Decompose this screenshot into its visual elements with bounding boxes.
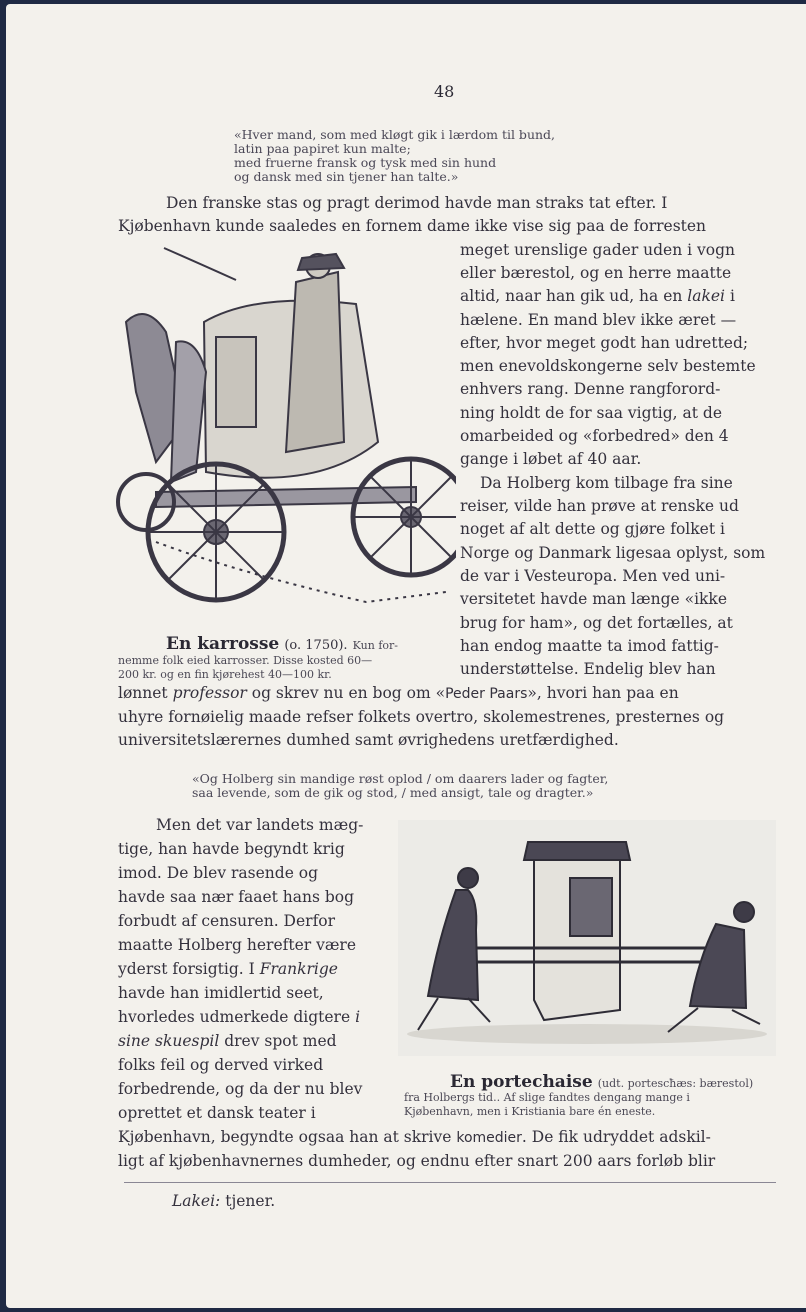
text-line: forbudt af censuren. Derfor: [118, 912, 336, 930]
text-line: enhvers rang. Denne rangforord-: [460, 380, 721, 398]
text-line: Kjøbenhavn kunde saaledes en fornem dame ikke vise sig paa de forresten: [118, 217, 707, 235]
verse-line: latin paa papiret kun malte;: [234, 141, 411, 156]
text-line: de var i Vesteuropa. Men ved uni-: [460, 567, 726, 585]
text-line: maatte Holberg herefter være: [118, 936, 357, 954]
text-line: Den franske stas og pragt derimod havde man straks tat efter. I: [166, 194, 668, 212]
text-line: Kjøbenhavn, begyndte ogsaa han at skrive komedier. De fik udryddet adskil-: [118, 1128, 711, 1146]
caption-carriage: En karrosse (o. 1750). Kun for-: [166, 634, 398, 654]
text-line: ning holdt de for saa vigtig, at de: [460, 404, 723, 422]
text-line: ligt af kjøbenhavnernes dumheder, og endnu efter snart 200 aars forløb blir: [118, 1152, 716, 1170]
caption-line: fra Holbergs tid.. Af slige fandtes dengang mange i: [404, 1091, 690, 1104]
verse-line: og dansk med sin tjener han talte.»: [234, 169, 459, 184]
text-line: lønnet professor og skrev nu en bog om «Peder Paars», hvori han paa en: [118, 684, 679, 702]
text-line: imod. De blev rasende og: [118, 864, 319, 882]
text-line: omarbeided og «forbedred» den 4: [460, 427, 729, 445]
text-line: yderst forsigtig. I Frankrige: [118, 960, 338, 978]
text-line: universitetslærernes dumhed samt øvrighedens uretfærdighed.: [118, 731, 619, 749]
text-line: meget urenslige gader uden i vogn: [460, 241, 736, 259]
text-line: han endog maatte ta imod fattig-: [460, 637, 719, 655]
text-line: hvorledes udmerkede digtere i: [118, 1008, 361, 1026]
text-line: gange i løbet af 40 aar.: [460, 450, 642, 468]
text-line: altid, naar han gik ud, ha en lakei i: [460, 287, 735, 305]
text-line: forbedrende, og da der nu blev: [118, 1080, 363, 1098]
verse-line: med fruerne fransk og tysk med sin hund: [234, 155, 497, 170]
text-line: Da Holberg kom tilbage fra sine: [480, 474, 733, 492]
text-line: tige, han havde begyndt krig: [118, 840, 345, 858]
text-line: sine skuespil drev spot med: [118, 1032, 337, 1050]
carriage-illustration: [116, 242, 456, 632]
caption-portechaise: En portechaise (udt. portescħæs: bærestol): [450, 1072, 754, 1092]
verse-line: «Hver mand, som med kløgt gik i lærdom til bund,: [234, 127, 556, 142]
text-line: noget af alt dette og gjøre folket i: [460, 520, 725, 538]
text-line: hælene. En mand blev ikke æret —: [460, 311, 737, 329]
portechaise-illustration: [398, 820, 776, 1056]
book-page: [6, 4, 806, 1308]
text-line: brug for ham», og det fortælles, at: [460, 614, 733, 632]
text-line: oprettet et dansk teater i: [118, 1104, 316, 1122]
text-line: reiser, vilde han prøve at renske ud: [460, 497, 739, 515]
footnote: Lakei: tjener.: [172, 1192, 276, 1210]
verse-line: saa levende, som de gik og stod, / med ansigt, tale og dragter.»: [192, 785, 594, 800]
text-line: folks feil og derved virked: [118, 1056, 324, 1074]
caption-line: nemme folk eied karrosser. Disse kosted 60—: [118, 654, 373, 667]
text-line: versitetet havde man længe «ikke: [460, 590, 727, 608]
page-number: 48: [434, 82, 455, 101]
text-line: havde han imidlertid seet,: [118, 984, 324, 1002]
caption-line: Kjøbenhavn, men i Kristiania bare én eneste.: [404, 1105, 656, 1118]
verse-line: «Og Holberg sin mandige røst oplod / om daarers lader og fagter,: [192, 771, 609, 786]
text-line: understøttelse. Endelig blev han: [460, 660, 716, 678]
caption-line: 200 kr. og en fin kjørehest 40—100 kr.: [118, 668, 332, 681]
footnote-rule: [124, 1182, 776, 1183]
text-line: eller bærestol, og en herre maatte: [460, 264, 732, 282]
text-line: men enevoldskongerne selv bestemte: [460, 357, 756, 375]
text-line: Norge og Danmark ligesaa oplyst, som: [460, 544, 766, 562]
text-line: uhyre fornøielig maade refser folkets overtro, skolemestrenes, presternes og: [118, 708, 725, 726]
text-line: havde saa nær faaet hans bog: [118, 888, 355, 906]
text-line: Men det var landets mæg-: [156, 816, 364, 834]
text-line: efter, hvor meget godt han udretted;: [460, 334, 749, 352]
